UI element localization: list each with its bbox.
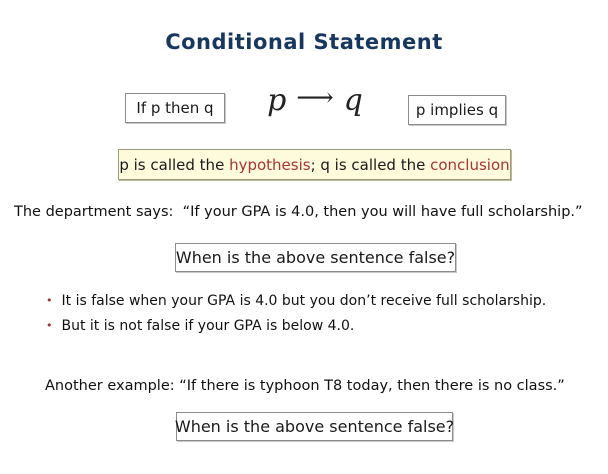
question-box-2 <box>176 412 453 441</box>
slide-title: Conditional Statement <box>165 30 443 54</box>
bullet-item <box>46 318 546 343</box>
implication-formula <box>250 80 380 120</box>
conclusion-text: conclusion <box>430 155 510 174</box>
p-implies-q-box <box>408 95 506 125</box>
right-arrow-icon: ⟶ <box>296 83 334 113</box>
if-p-then-q-label: If p then q <box>136 99 214 117</box>
bullet-text-2: But it is not false if your GPA is below 4.0. <box>61 318 355 334</box>
department-statement: The department says: “If your GPA is 4.0, then you will have full scholarship.” <box>14 204 583 220</box>
p-implies-q-label: p implies q <box>415 101 499 119</box>
question-2-label: When is the above sentence false? <box>174 417 455 436</box>
definition-part1: p is called the <box>119 155 230 174</box>
bullet-item <box>46 293 546 318</box>
if-p-then-q-box <box>125 93 225 123</box>
another-example-statement: Another example: “If there is typhoon T8 today, then there is no class.” <box>45 378 565 394</box>
definition-part2: ; q is called the <box>310 155 431 174</box>
bullet-list <box>46 293 546 343</box>
hypothesis-text: hypothesis <box>229 155 311 174</box>
bullet-text-1: It is false when your GPA is 4.0 but you don’t receive full scholarship. <box>61 293 547 309</box>
question-box-1 <box>175 243 456 272</box>
bullet-icon: • <box>46 319 53 332</box>
formula-rhs: q <box>343 82 363 118</box>
definition-box <box>118 149 511 180</box>
formula-lhs: p <box>267 82 287 118</box>
bullet-icon: • <box>46 294 53 307</box>
question-1-label: When is the above sentence false? <box>175 248 456 267</box>
